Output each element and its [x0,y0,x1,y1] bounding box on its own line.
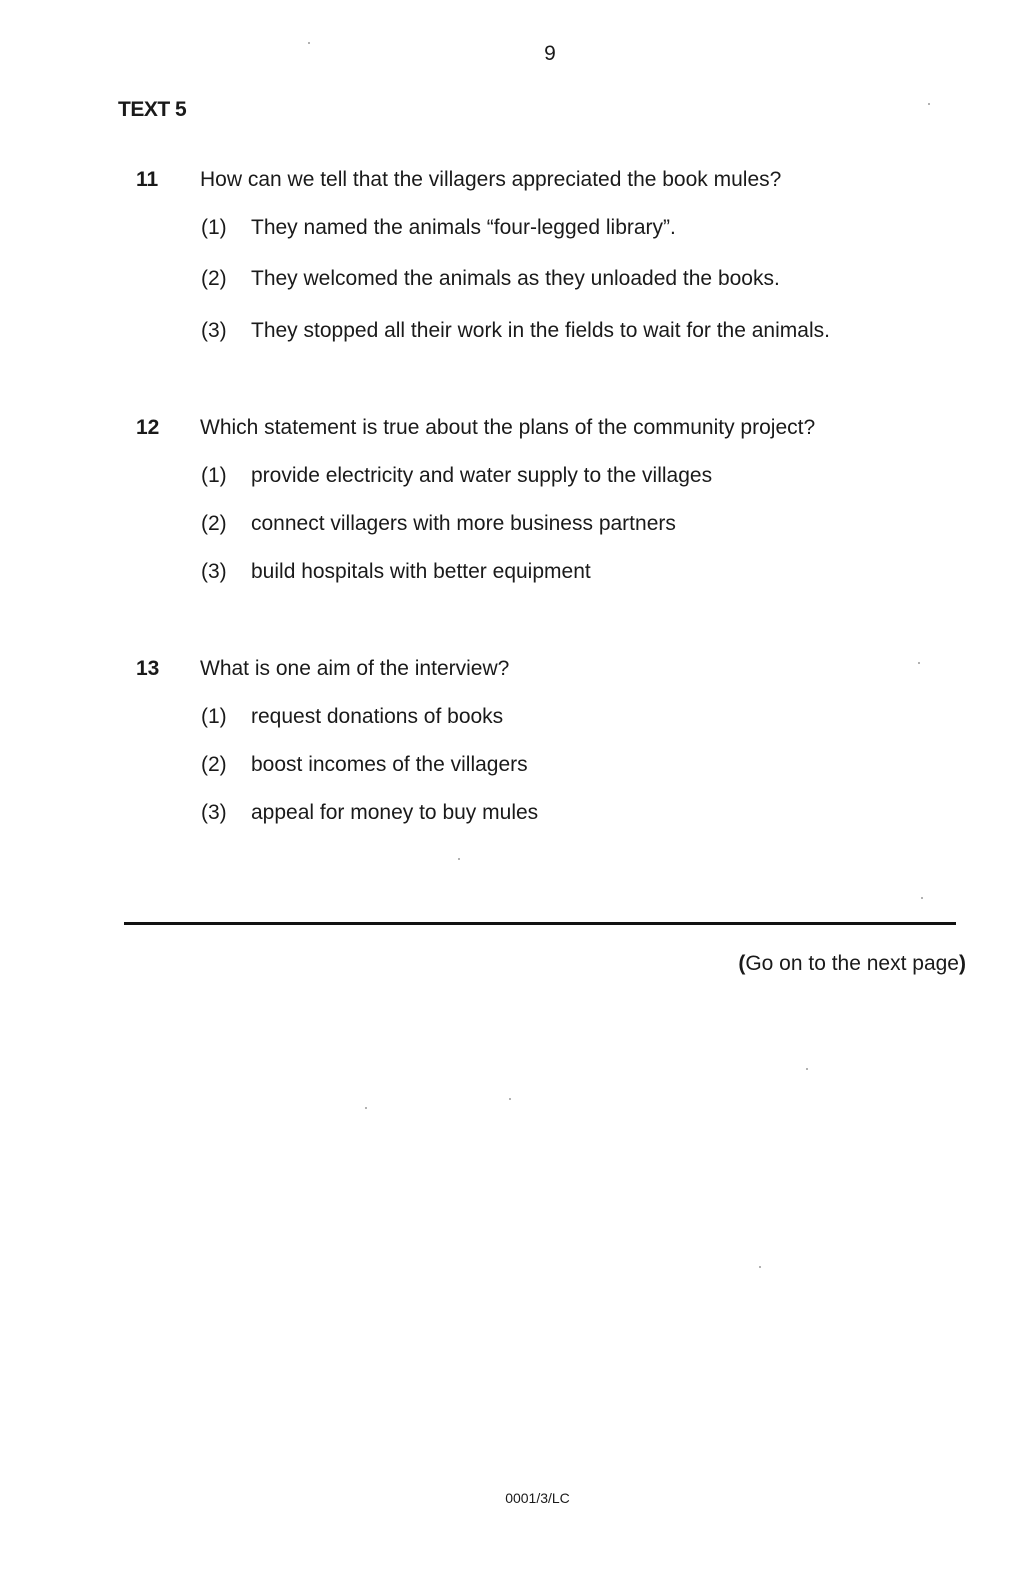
question-stem [136,657,956,687]
scan-speck [509,1098,511,1100]
answer-option [201,705,956,735]
section-title: TEXT 5 [118,98,187,121]
continue-close-paren: ) [959,952,966,975]
question-stem [136,168,956,198]
scan-speck [806,1068,808,1070]
option-text: They named the animals “four-legged library”. [251,216,676,239]
option-text: build hospitals with better equipment [251,560,591,583]
option-text: request donations of books [251,705,504,728]
option-label: (2) [201,267,227,290]
answer-option [201,464,956,494]
question-number: 13 [136,657,160,680]
scan-speck [928,103,930,105]
section-divider [124,922,956,925]
continue-text: Go on to the next page [745,952,959,975]
question-stem [136,416,956,446]
scan-speck [918,662,920,664]
question-11 [136,168,956,349]
option-label: (1) [201,464,227,487]
continue-open-paren: ( [738,952,746,975]
answer-option [201,512,956,542]
scan-speck [308,42,310,44]
option-label: (2) [201,512,227,535]
answer-option [201,560,956,590]
answer-option [201,216,956,246]
answer-option [201,801,956,831]
option-text: boost incomes of the villagers [251,753,528,776]
scan-speck [365,1107,367,1109]
answer-option [201,753,956,783]
scan-speck [759,1266,761,1268]
question-12 [136,416,956,590]
option-text: They stopped all their work in the fields to wait for the animals. [251,319,830,342]
scan-speck [458,858,460,860]
page-number: 9 [544,42,556,65]
option-text: They welcomed the animals as they unloaded the books. [251,267,780,290]
option-label: (1) [201,705,227,728]
option-label: (3) [201,801,227,824]
answer-option [201,267,956,297]
question-number: 12 [136,416,160,439]
question-text: Which statement is true about the plans of the community project? [200,416,816,439]
answer-option [201,319,956,349]
option-label: (3) [201,560,227,583]
scan-speck [921,897,923,899]
option-text: provide electricity and water supply to the villages [251,464,713,487]
option-label: (2) [201,753,227,776]
footer-code: 0001/3/LC [505,1490,570,1506]
option-label: (3) [201,319,227,342]
question-text: What is one aim of the interview? [200,657,510,680]
question-text: How can we tell that the villagers appreciated the book mules? [200,168,782,191]
option-text: connect villagers with more business partners [251,512,676,535]
option-label: (1) [201,216,227,239]
question-13 [136,657,956,831]
option-text: appeal for money to buy mules [251,801,539,824]
continue-note [738,952,966,976]
question-number: 11 [136,168,159,191]
